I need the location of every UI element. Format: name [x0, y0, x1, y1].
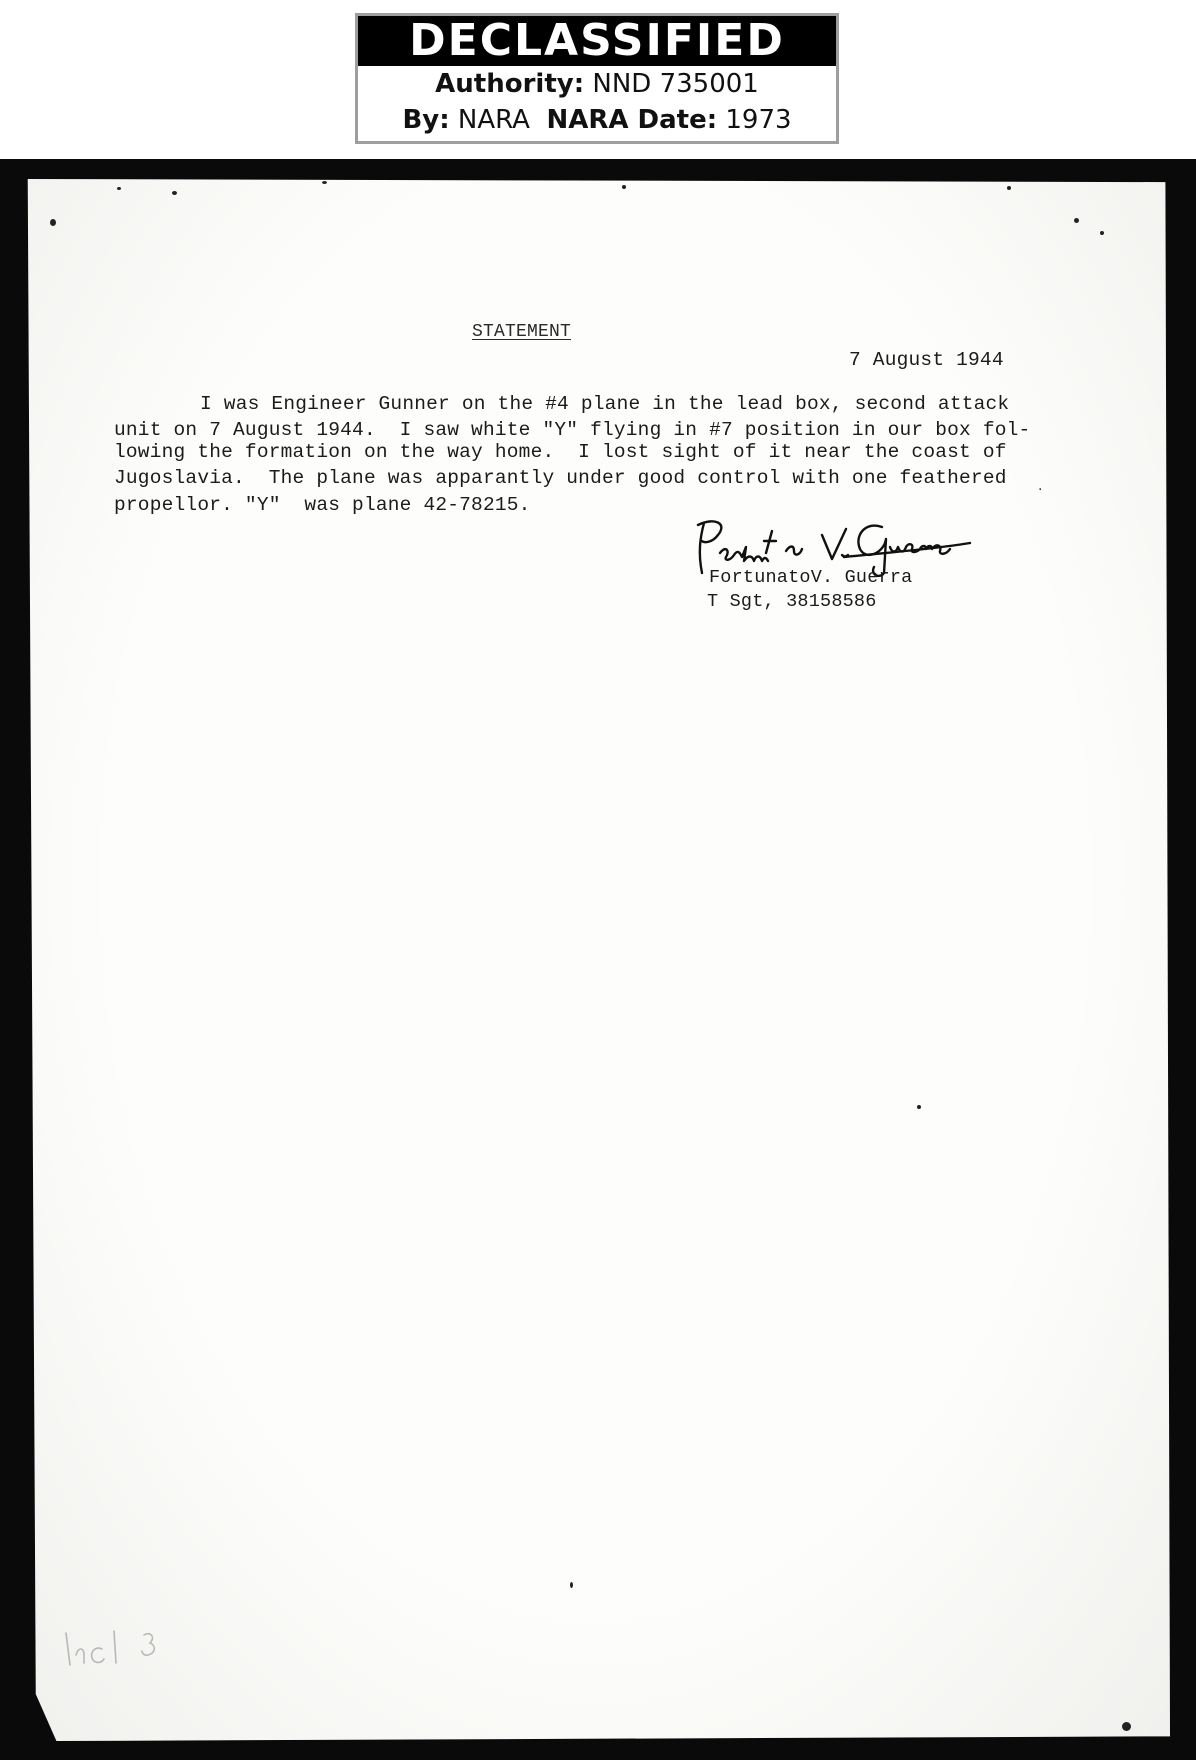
dust-speck: [1007, 186, 1011, 190]
dust-speck: [117, 187, 121, 190]
dust-speck: [1074, 218, 1079, 223]
authority-value: NND 735001: [592, 69, 759, 99]
body-line: Jugoslavia. The plane was apparantly under good control with one feathered: [114, 467, 1007, 489]
stamp-title: DECLASSIFIED: [358, 16, 836, 66]
dust-speck: [622, 185, 626, 189]
dust-speck: [1122, 1722, 1131, 1731]
document-date: 7 August 1944: [849, 349, 1004, 371]
nara-date-label: NARA Date:: [546, 105, 718, 135]
authority-label: Authority:: [435, 69, 585, 99]
dust-speck: [1100, 231, 1104, 235]
body-line: I was Engineer Gunner on the #4 plane in the lead box, second attack: [200, 393, 1010, 415]
body-line: unit on 7 August 1944. I saw white "Y" flying in #7 position in our box fol-: [114, 419, 1031, 441]
stamp-authority-line: [358, 66, 836, 102]
body-line: propellor. "Y" was plane 42-78215.: [114, 494, 531, 516]
stamp-by-line: [358, 102, 836, 138]
document-heading: STATEMENT: [472, 322, 572, 342]
signer-rank-serial: T Sgt, 38158586: [707, 591, 877, 612]
dust-speck: [172, 191, 177, 195]
by-label: By:: [402, 105, 450, 135]
signer-name: FortunatoV. Guerra: [709, 567, 913, 588]
stray-mark: .: [1038, 478, 1043, 494]
dust-speck: [570, 1582, 573, 1588]
declassified-stamp: [355, 13, 839, 144]
dust-speck: [50, 219, 56, 226]
dust-speck: [917, 1105, 921, 1109]
pencil-notation: [58, 1625, 178, 1685]
body-line: lowing the formation on the way home. I lost sight of it near the coast of: [114, 441, 1007, 463]
dust-speck: [322, 181, 327, 184]
by-value: NARA: [457, 105, 530, 135]
nara-date-value: 1973: [725, 105, 792, 135]
